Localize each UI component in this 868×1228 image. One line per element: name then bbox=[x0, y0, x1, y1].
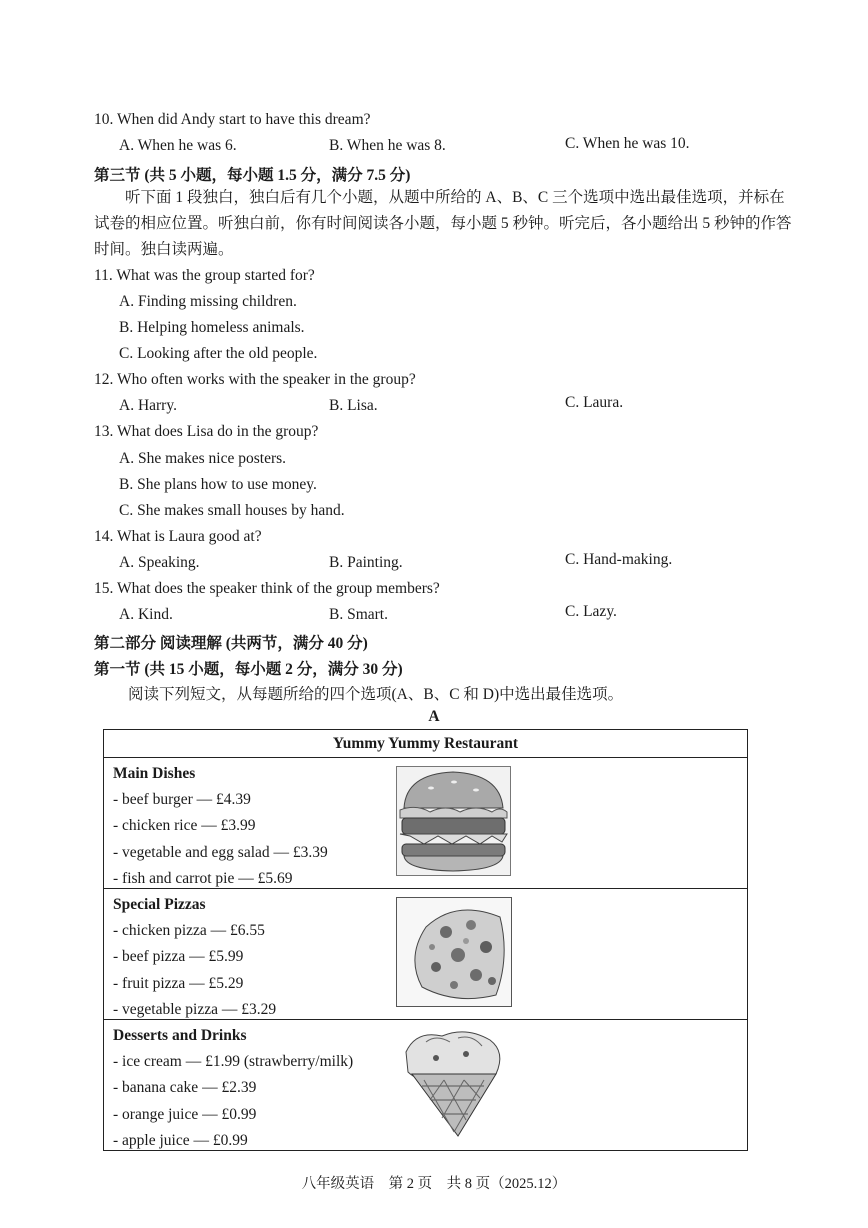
question-12-stem: 12. Who often works with the speaker in the group? bbox=[94, 371, 416, 388]
menu-item: - fruit pizza — £5.29 bbox=[113, 974, 244, 992]
question-11-option-b: B. Helping homeless animals. bbox=[119, 319, 305, 336]
question-14-option-c: C. Hand-making. bbox=[565, 551, 673, 568]
special-pizzas-heading: Special Pizzas bbox=[113, 896, 206, 913]
question-15-option-c: C. Lazy. bbox=[565, 603, 617, 620]
part-2-instructions: 阅读下列短文，从每题所给的四个选项(A、B、C 和 D)中选出最佳选项。 bbox=[128, 686, 624, 703]
burger-image bbox=[396, 766, 511, 876]
main-dishes-heading: Main Dishes bbox=[113, 765, 196, 782]
question-14-option-a: A. Speaking. bbox=[119, 554, 200, 571]
question-13-option-b: B. She plans how to use money. bbox=[119, 476, 317, 493]
question-10-stem: 10. When did Andy start to have this dream? bbox=[94, 111, 371, 128]
section-3-instructions: 听下面 1 段独白，独白后有几个小题，从题中所给的 A、B、C 三个选项中选出最佳选项，并标在试卷的相应位置。听独白前，你有时间阅读各小题，每小题 5 秒钟。听完后，各小题给出 5 秒钟的作答时间。独白读两遍。 bbox=[94, 189, 792, 258]
part-2-heading: 第二部分 阅读理解 (共两节，满分 40 分) bbox=[94, 635, 368, 652]
part-2-section-1-heading: 第一节 (共 15 小题，每小题 2 分，满分 30 分) bbox=[94, 661, 403, 678]
question-13-stem: 13. What does Lisa do in the group? bbox=[94, 423, 319, 440]
special-pizzas-section bbox=[104, 889, 748, 1020]
menu-item: - chicken rice — £3.99 bbox=[113, 817, 256, 835]
question-10-option-c: C. When he was 10. bbox=[565, 135, 690, 152]
question-10-option-a: A. When he was 6. bbox=[119, 137, 237, 154]
question-12-option-a: A. Harry. bbox=[119, 397, 177, 414]
menu-title: Yummy Yummy Restaurant bbox=[104, 730, 748, 758]
desserts-drinks-section bbox=[104, 1020, 748, 1151]
question-11-option-a: A. Finding missing children. bbox=[119, 293, 297, 310]
menu-item: - fish and carrot pie — £5.69 bbox=[113, 869, 293, 887]
question-13-option-c: C. She makes small houses by hand. bbox=[119, 502, 345, 519]
question-15-option-a: A. Kind. bbox=[119, 606, 173, 623]
question-14-option-b: B. Painting. bbox=[329, 554, 403, 571]
menu-item: - chicken pizza — £6.55 bbox=[113, 922, 265, 940]
question-14-stem: 14. What is Laura good at? bbox=[94, 528, 262, 545]
ice-cream-image bbox=[396, 1024, 512, 1138]
menu-item: - vegetable pizza — £3.29 bbox=[113, 1000, 277, 1018]
question-11-stem: 11. What was the group started for? bbox=[94, 267, 315, 284]
question-12-option-b: B. Lisa. bbox=[329, 397, 378, 414]
question-15-stem: 15. What does the speaker think of the group members? bbox=[94, 580, 440, 597]
question-12-option-c: C. Laura. bbox=[565, 394, 624, 411]
main-dishes-section bbox=[104, 758, 748, 889]
question-15-option-b: B. Smart. bbox=[329, 606, 388, 623]
menu-item: - apple juice — £0.99 bbox=[113, 1131, 248, 1149]
menu-item: - orange juice — £0.99 bbox=[113, 1105, 257, 1123]
menu-item: - ice cream — £1.99 (strawberry/milk) bbox=[113, 1053, 354, 1071]
question-11-option-c: C. Looking after the old people. bbox=[119, 345, 318, 362]
menu-item: - vegetable and egg salad — £3.39 bbox=[113, 843, 328, 861]
question-10-option-b: B. When he was 8. bbox=[329, 137, 446, 154]
question-13-option-a: A. She makes nice posters. bbox=[119, 450, 287, 467]
menu-item: - beef pizza — £5.99 bbox=[113, 948, 244, 966]
section-3-heading: 第三节 (共 5 小题，每小题 1.5 分，满分 7.5 分) bbox=[94, 167, 411, 184]
pizza-image bbox=[396, 897, 512, 1007]
passage-label: A bbox=[428, 708, 440, 725]
desserts-drinks-heading: Desserts and Drinks bbox=[113, 1027, 247, 1044]
restaurant-menu bbox=[103, 729, 748, 1151]
menu-item: - banana cake — £2.39 bbox=[113, 1079, 257, 1097]
page-footer: 八年级英语 第 2 页 共 8 页（2025.12） bbox=[301, 1176, 567, 1192]
menu-item: - beef burger — £4.39 bbox=[113, 791, 251, 809]
